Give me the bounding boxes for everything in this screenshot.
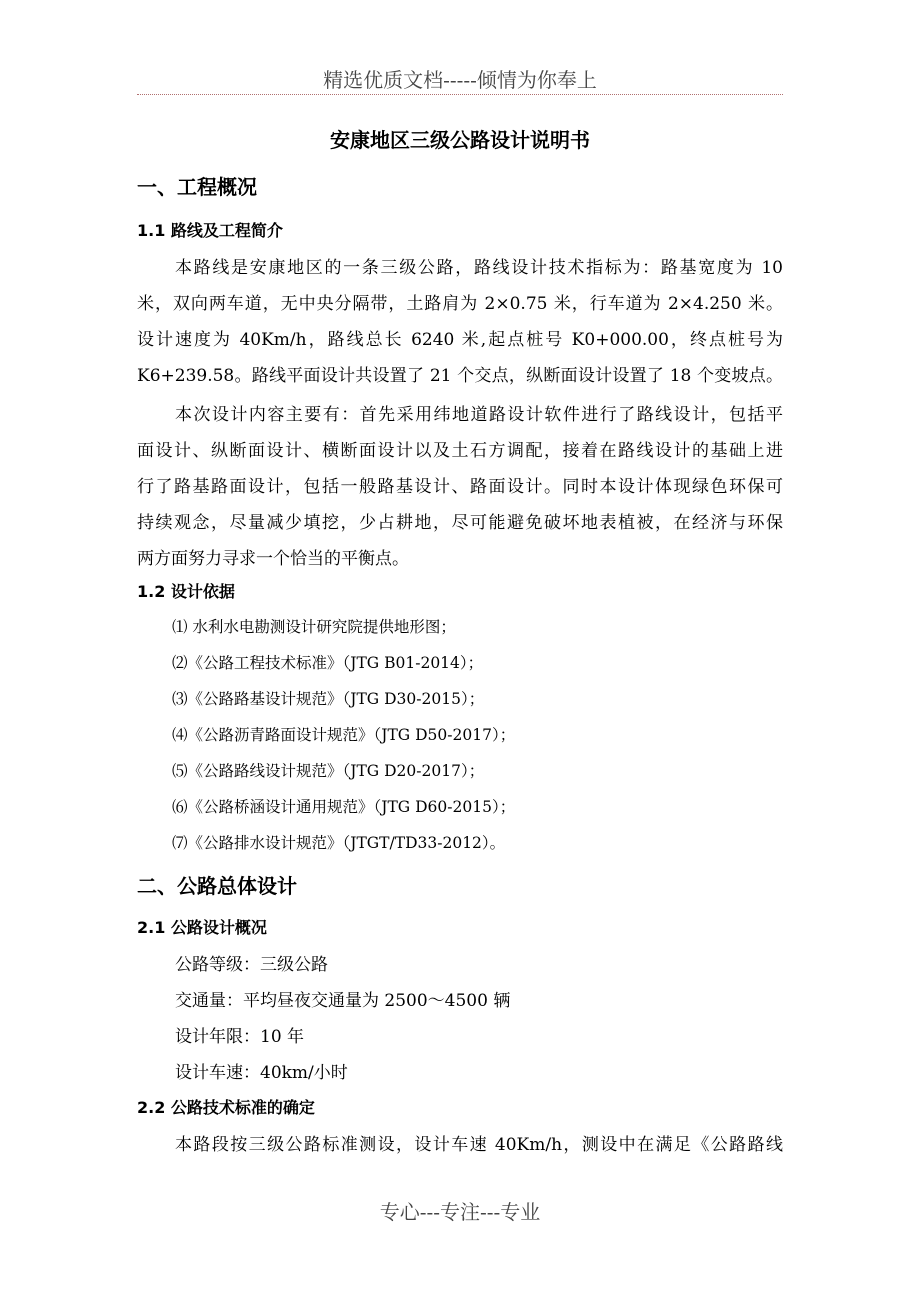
reference-item: ⑵《公路工程技术标准》（JTG B01-2014）；: [172, 654, 484, 672]
spec-item: 设计年限：10 年: [175, 1027, 305, 1047]
spec-item: 交通量：平均昼夜交通量为 2500～4500 辆: [175, 991, 511, 1011]
section-heading-1: 一、工程概况: [137, 175, 257, 199]
reference-item: ⑶《公路路基设计规范》（JTG D30-2015）；: [172, 690, 485, 708]
page-footer: 专心---专注---专业: [379, 1200, 541, 1224]
paragraph-line: 两方面努力寻求一个恰当的平衡点。: [137, 549, 409, 569]
paragraph-line: 持续观念，尽量减少填挖，少占耕地，尽可能避免破坏地表植被，在经济与环保: [137, 513, 783, 533]
paragraph-line: 本路线是安康地区的一条三级公路，路线设计技术指标为：路基宽度为 10: [175, 258, 783, 278]
subsection-heading-2-1: 2.1 公路设计概况: [137, 918, 267, 937]
header-divider: [137, 94, 783, 95]
spec-item: 设计车速：40km/小时: [175, 1063, 348, 1083]
reference-item: ⑹《公路桥涵设计通用规范》（JTG D60-2015）；: [172, 798, 516, 816]
spec-item: 公路等级：三级公路: [175, 955, 328, 975]
document-title: 安康地区三级公路设计说明书: [330, 128, 590, 152]
reference-item: ⑸《公路路线设计规范》（JTG D20-2017）；: [172, 762, 485, 780]
paragraph-line: 行了路基路面设计，包括一般路基设计、路面设计。同时本设计体现绿色环保可: [137, 477, 783, 497]
subsection-heading-1-1: 1.1 路线及工程简介: [137, 221, 283, 240]
reference-item: ⑷《公路沥青路面设计规范》（JTG D50-2017）；: [172, 726, 516, 744]
paragraph-line: 本次设计内容主要有：首先采用纬地道路设计软件进行了路线设计，包括平: [175, 405, 783, 425]
paragraph-line: 本路段按三级公路标准测设，设计车速 40Km/h，测设中在满足《公路路线: [175, 1135, 783, 1155]
reference-item: ⑴ 水利水电勘测设计研究院提供地形图；: [172, 618, 456, 636]
subsection-heading-2-2: 2.2 公路技术标准的确定: [137, 1098, 315, 1117]
section-heading-2: 二、公路总体设计: [137, 874, 297, 898]
paragraph-line: 面设计、纵断面设计、横断面设计以及土石方调配，接着在路线设计的基础上进: [137, 441, 783, 461]
subsection-heading-1-2: 1.2 设计依据: [137, 582, 235, 601]
reference-item: ⑺《公路排水设计规范》（JTGT/TD33-2012）。: [172, 834, 506, 852]
page-header: 精选优质文档-----倾情为你奉上: [323, 68, 597, 92]
paragraph-line: 米，双向两车道，无中央分隔带，土路肩为 2×0.75 米，行车道为 2×4.250 米。: [137, 294, 783, 314]
paragraph-line: K6+239.58。路线平面设计共设置了 21 个交点，纵断面设计设置了 18 个变坡点。: [137, 366, 783, 386]
paragraph-line: 设计速度为 40Km/h，路线总长 6240 米,起点桩号 K0+000.00，终点桩号为: [137, 330, 783, 350]
